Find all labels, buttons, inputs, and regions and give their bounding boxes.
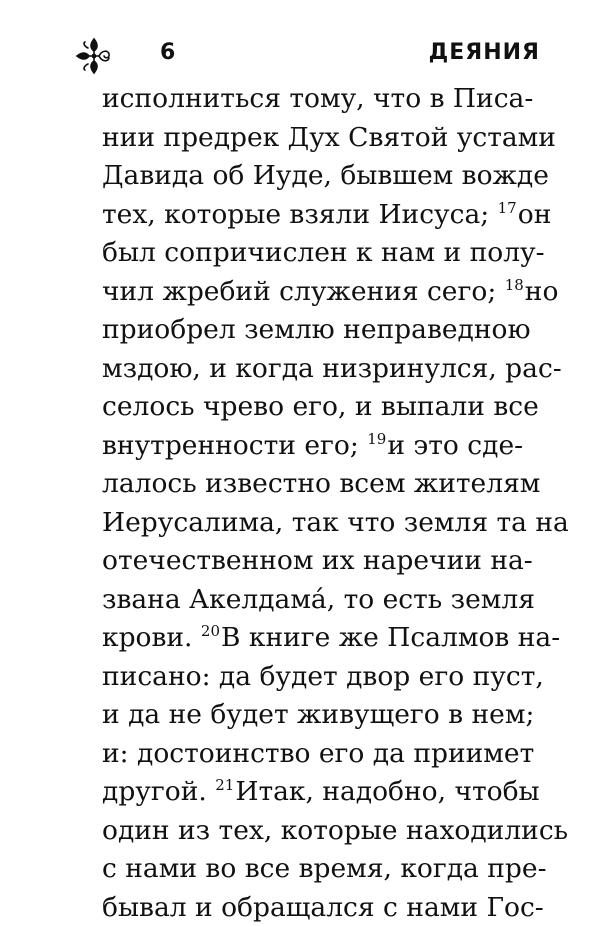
text-line <box>102 273 514 312</box>
text-segment: был сопричислен к нам и полу- <box>102 237 545 268</box>
text-segment: Давида об Иуде, бывшем вожде <box>102 160 549 191</box>
text-line <box>102 388 514 427</box>
text-segment: В книге же Псалмов на- <box>221 622 560 653</box>
verse-number: 21 <box>215 776 234 794</box>
text-segment: исполниться тому, что в Писа- <box>102 83 533 114</box>
text-segment: тех, которые взяли Иисуса; <box>102 199 498 230</box>
text-segment: чил жребий служения сего; <box>102 276 505 307</box>
text-segment: нии предрек Дух Святой устами <box>102 122 556 153</box>
text-line <box>102 427 514 466</box>
scripture-text <box>102 80 514 927</box>
text-segment: отечественном их наречии на- <box>102 545 533 576</box>
verse-number: 19 <box>367 430 386 448</box>
text-segment: Итак, надобно, чтобы <box>235 776 539 807</box>
text-line <box>102 350 514 389</box>
text-segment: другой. <box>102 776 215 807</box>
text-segment: с нами во все время, когда пре- <box>102 853 547 884</box>
text-line <box>102 773 514 812</box>
text-segment: и: достоинство его да приимет <box>102 738 534 769</box>
page-number: 6 <box>160 40 175 65</box>
text-segment: крови. <box>102 622 201 653</box>
text-line <box>102 658 514 697</box>
text-segment: и это сде- <box>387 430 523 461</box>
verse-number: 17 <box>498 199 517 217</box>
verse-number: 18 <box>505 276 524 294</box>
text-line <box>102 850 514 889</box>
text-line <box>102 504 514 543</box>
text-segment: писано: да будет двор его пуст, <box>102 661 544 692</box>
text-segment: он <box>518 199 552 230</box>
text-segment: селось чрево его, и выпали все <box>102 391 539 422</box>
text-line <box>102 465 514 504</box>
text-segment: внутренности его; <box>102 430 367 461</box>
text-segment: один из тех, которые находились <box>102 815 568 846</box>
text-line <box>102 812 514 851</box>
text-segment: и да не будет живущего в нем; <box>102 699 534 730</box>
running-title: ДЕЯНИЯ <box>429 40 540 65</box>
text-line <box>102 735 514 774</box>
text-line <box>102 581 514 620</box>
text-segment: но <box>525 276 559 307</box>
verse-number: 20 <box>201 622 220 640</box>
text-segment: лалось известно всем жителям <box>102 468 540 499</box>
text-line <box>102 542 514 581</box>
text-segment: звана Акелдамá, то есть земля <box>102 584 535 615</box>
text-line <box>102 80 514 119</box>
text-segment: мздою, и когда низринулся, рас- <box>102 353 562 384</box>
text-line <box>102 157 514 196</box>
text-segment: Иерусалима, так что земля та на <box>102 507 569 538</box>
text-line <box>102 119 514 158</box>
text-line <box>102 889 514 927</box>
text-line <box>102 196 514 235</box>
text-segment: бывал и обращался с нами Гос- <box>102 892 544 923</box>
text-segment: приобрел землю неправедною <box>102 314 531 345</box>
text-line <box>102 696 514 735</box>
text-line <box>102 619 514 658</box>
fleuron-ornament-icon <box>74 36 114 76</box>
text-line <box>102 311 514 350</box>
text-line <box>102 234 514 273</box>
page-header <box>60 36 540 76</box>
